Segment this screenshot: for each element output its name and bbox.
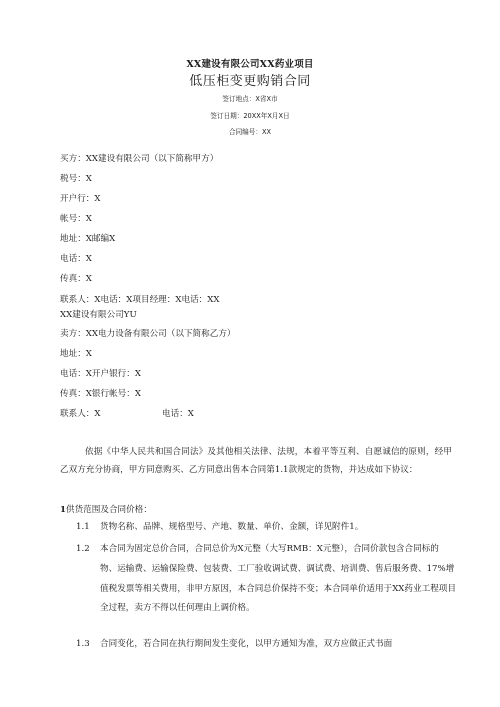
buyer-fax: 传真：X — [60, 274, 92, 284]
seller-contact: 联系人：X — [60, 409, 101, 419]
contract-number: 合同编号：XX — [228, 128, 271, 136]
clause-number: 1.2 — [76, 544, 90, 554]
sign-place: 签订地点：X省X市 — [222, 95, 278, 103]
buyer-extra-line: XX建设有限公司YU — [60, 310, 137, 320]
buyer-name: 买方：XX建设有限公司（以下简称甲方） — [60, 154, 219, 164]
clause-text: 本合同为固定总价合同，合同总价为X元整（大写RMB：X元整），合同价款包含合同标的物、运输费、运输保险费、包装费、工厂验收调试费、调试费、培训费、售后服务费、17%增值税发票等相关费用，非甲方原因，本合同总价保持不变；本合同单价适用于XX药业工程项目全过程，卖方不得以任何理由上调价格。 — [100, 544, 456, 614]
clause-number: 1.1 — [76, 522, 90, 532]
seller-address: 地址：X — [60, 349, 92, 359]
clause-text: 货物名称、品牌、规格型号、产地、数量、单价、金额，详见附件1。 — [100, 522, 364, 532]
clause-1-3 — [76, 635, 456, 655]
buyer-phone: 电话：X — [60, 254, 92, 264]
section-1-number: 1 — [60, 505, 66, 515]
seller-fax-account: 传真：X银行帐号：X — [60, 389, 141, 399]
section-1-heading — [60, 503, 152, 515]
preamble-paragraph: 依据《中华人民共和国合同法》及其他相关法律、法规，本着平等互利、自愿诚信的原则，经甲乙双方充分协商，甲方同意购买、乙方同意出售本合同第1.1款规定的货物，并达成如下协议： — [60, 447, 452, 476]
clause-number: 1.3 — [76, 639, 90, 649]
buyer-account: 帐号：X — [60, 214, 92, 224]
contract-header-project: XX建设有限公司XX药业项目 — [186, 59, 314, 70]
clause-1-2 — [76, 540, 456, 619]
seller-contact-phone: 电话：X — [162, 409, 194, 419]
sign-date: 签订日期：20XX年X月X日 — [210, 112, 290, 120]
clause-1-1 — [76, 518, 456, 538]
clause-text: 合同变化，若合同在执行期间发生变化，以甲方通知为准，双方应做正式书面 — [100, 639, 393, 649]
buyer-tax-number: 税号：X — [60, 174, 92, 184]
section-1-title: 供货范围及合同价格： — [65, 505, 152, 515]
seller-name: 卖方：XX电力设备有限公司（以下简称乙方） — [60, 329, 236, 339]
buyer-address: 地址：X邮编X — [60, 234, 116, 244]
seller-phone-bank: 电话：X开户银行：X — [60, 369, 141, 379]
contract-title: 低压柜变更购销合同 — [189, 74, 311, 89]
buyer-bank: 开户行：X — [60, 194, 101, 204]
buyer-contact: 联系人：X电话：X项目经理：X电话：XX — [60, 295, 220, 305]
